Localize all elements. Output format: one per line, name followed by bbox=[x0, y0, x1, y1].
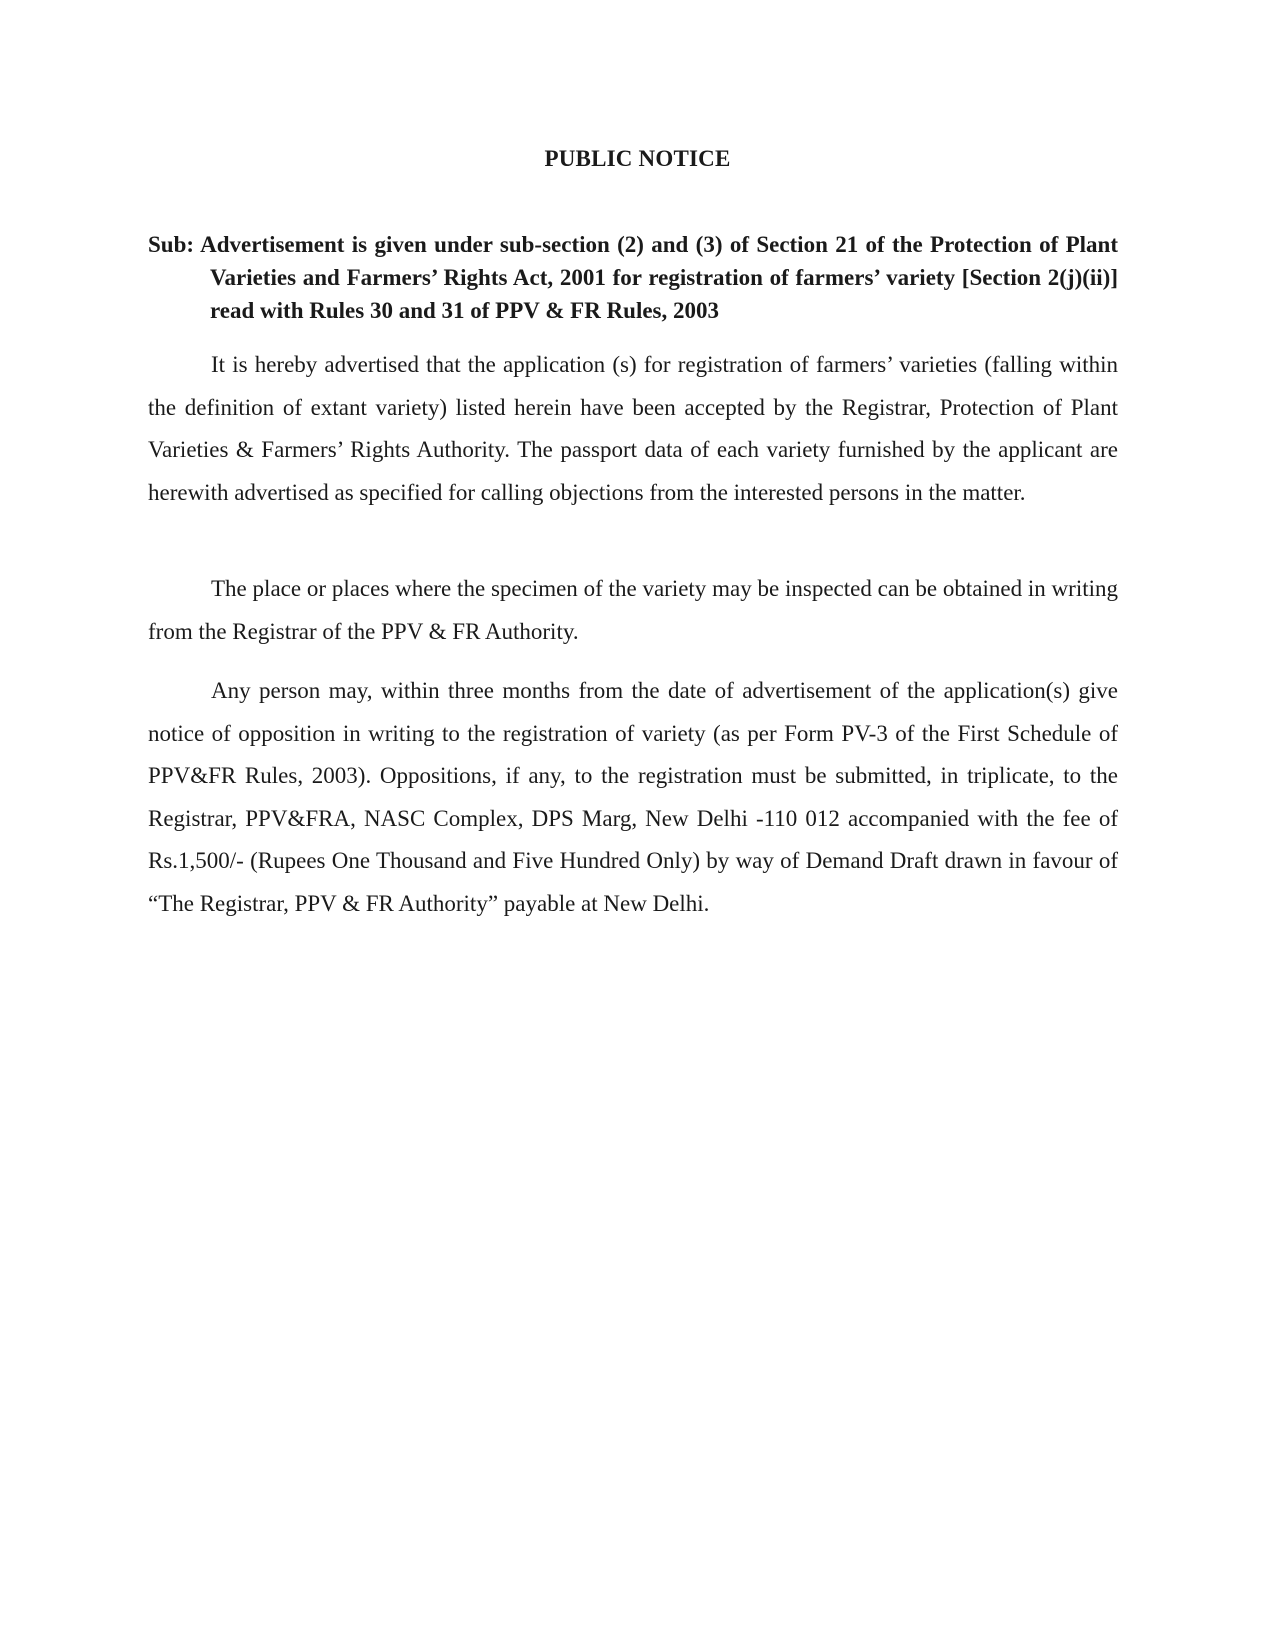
notice-subject: Sub: Advertisement is given under sub-section (2) and (3) of Section 21 of the Protection of Plant Varieties and Farmers’ Rights Act, 2001 for registration of farmers’ variety [Section 2(j)(ii)] read with Rules 30 and 31 of PPV & FR Rules, 2003 bbox=[148, 232, 1118, 323]
notice-paragraph-1: It is hereby advertised that the application (s) for registration of farmers’ varieties (falling within the definition of extant variety) listed herein have been accepted by the Registrar, Protection of Plant Varieties & Farmers’ Rights Authority. The passport data of each variety furnished by the applicant are herewith advertised as specified for calling objections from the interested persons in the matter. bbox=[148, 352, 1118, 505]
notice-paragraph-3: Any person may, within three months from the date of advertisement of the application(s) give notice of opposition in writing to the registration of variety (as per Form PV-3 of the First Schedule of PPV&FR Rules, 2003). Oppositions, if any, to the registration must be submitted, in triplicate, to the Registrar, PPV&FRA, NASC Complex, DPS Marg, New Delhi -110 012 accompanied with the fee of Rs.1,500/- (Rupees One Thousand and Five Hundred Only) by way of Demand Draft drawn in favour of “The Registrar, PPV & FR Authority” payable at New Delhi. bbox=[148, 678, 1118, 916]
notice-paragraph-2: The place or places where the specimen of the variety may be inspected can be obtained in writing from the Registrar of the PPV & FR Authority. bbox=[148, 576, 1118, 644]
notice-title: PUBLIC NOTICE bbox=[544, 146, 731, 171]
